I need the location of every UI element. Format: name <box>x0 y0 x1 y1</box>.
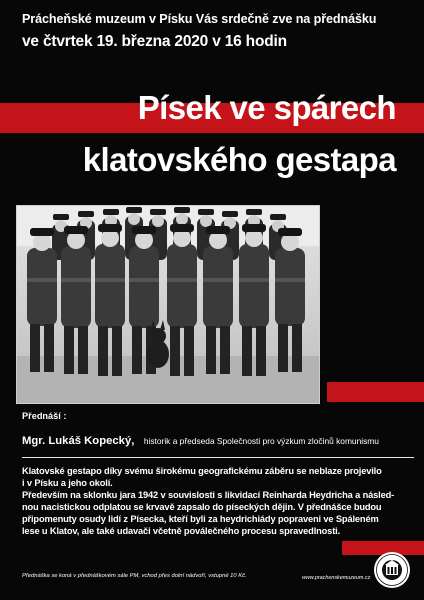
accent-red-bar <box>327 382 424 402</box>
speaker-line <box>22 431 416 449</box>
historical-group-photo <box>16 205 320 404</box>
speaker-name: Mgr. Lukáš Kopecký, <box>22 435 135 447</box>
description-line: připomenuty osudy lidí z Písecka, kteří byli za heydrichiády popraveni ve Spáleném <box>22 514 379 524</box>
divider <box>22 457 414 458</box>
description-line: Klatovské gestapo díky svému širokému geografickému záběru se neblaze projevilo <box>22 466 382 476</box>
museum-website: www.prachenskemuzeum.cz <box>302 575 371 581</box>
description-line: lese u Klatov, ale také udavači včetně poválečného procesu spravedlnosti. <box>22 526 341 536</box>
speaker-role: historik a předseda Společnosti pro výzkum zločinů komunismu <box>143 436 379 446</box>
description-line: nou nacistickou odplatou se krvavě zapsalo do píseckých dějin. V přednášce budou <box>22 502 382 512</box>
lecture-description <box>22 465 418 537</box>
speaker-label: Přednáší : <box>22 411 67 421</box>
speaker-section <box>22 411 416 449</box>
event-date: ve čtvrtek 19. března 2020 v 16 hodin <box>22 33 287 50</box>
museum-seal-icon <box>373 551 411 589</box>
invitation-header <box>22 12 412 51</box>
group-photo-illustration <box>17 206 319 403</box>
venue-info: Přednáška se koná v přednáškovém sále PM, vchod přes dolní nádvoří, vstupné 10 Kč. <box>22 573 247 579</box>
description-line: i v Písku a jeho okolí. <box>22 478 113 488</box>
title-line-1: Písek ve spárech <box>137 89 396 126</box>
invitation-line: Prácheňské muzeum v Písku Vás srdečně zve na přednášku <box>22 12 377 26</box>
description-line: Především na sklonku jara 1942 v souvislosti s likvidací Reinharda Heydricha a násled- <box>22 490 395 500</box>
title-line-2: klatovského gestapa <box>82 141 396 178</box>
lecture-title <box>36 82 396 186</box>
